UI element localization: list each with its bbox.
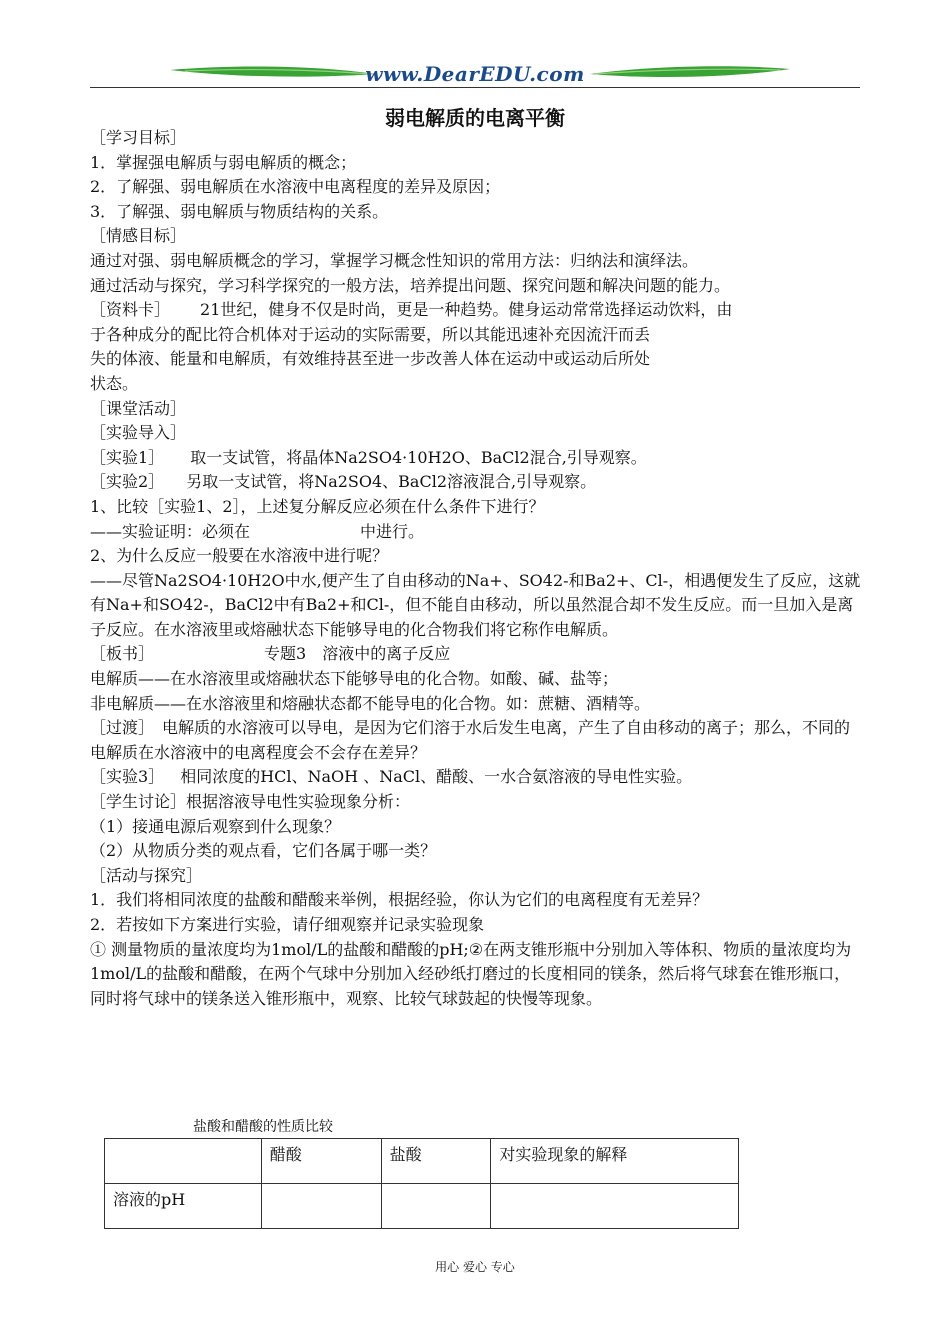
experiment-label: ［实验3］ <box>90 767 165 787</box>
section-heading: ［实验导入］ <box>90 423 187 443</box>
text-line: 于各种成分的配比符合机体对于运动的实际需要，所以其能迅速补充因流汗而丢 <box>90 324 651 344</box>
text-line: 3．了解强、弱电解质与物质结构的关系。 <box>90 201 389 221</box>
document-body <box>90 126 865 1011</box>
text-line: 通过对强、弱电解质概念的学习，掌握学习概念性知识的常用方法：归纳法和演绎法。 <box>90 250 699 270</box>
text-span: 相同浓度的HCl、NaOH 、NaCl、醋酸、一水合氨溶液的导电性实验。 <box>180 767 693 787</box>
paragraph: ［过渡］ 电解质的水溶液可以导电，是因为它们溶于水后发生电离，产生了自由移动的离子；那么，不同的电解质在水溶液中的电离程度会不会存在差异？ <box>90 718 851 762</box>
text-span: 中进行。 <box>360 521 425 541</box>
text-line <box>90 298 865 323</box>
section-heading: ［课堂活动］ <box>90 398 187 418</box>
text-line <box>90 765 865 790</box>
text-span: 专题3 溶液中的离子反应 <box>264 644 451 664</box>
page-footer: 用心 爱心 专心 <box>435 1260 515 1274</box>
table-header-cell: 醋酸 <box>261 1139 381 1184</box>
paragraph: ——尽管Na2SO4·10H2O中水,便产生了自由移动的Na+、SO42-和Ba2+、Cl-，相遇便发生了反应，这就有Na+和SO42-，BaCl2中有Ba2+和Cl-，但不能自由移动，所以虽然混合却不发生反应。而一旦加入是离子反应。在水溶液里或熔融状态下能够导电的化合物我们将它称作电解质。 <box>90 570 861 639</box>
text-line: 1．掌握强电解质与弱电解质的概念； <box>90 152 357 172</box>
text-line: 1．我们将相同浓度的盐酸和醋酸来举例，根据经验，你认为它们的电离程度有无差异？ <box>90 890 709 910</box>
text-line: 电解质——在水溶液里或熔融状态下能够导电的化合物。如酸、碱、盐等； <box>90 669 619 689</box>
text-line <box>90 642 865 667</box>
section-heading: ［学习目标］ <box>90 128 187 147</box>
paragraph: ① 测量物质的量浓度均为1mol/L的盐酸和醋酸的pH;②在两支锥形瓶中分别加入等体积、物质的量浓度均为1mol/L的盐酸和醋酸，在两个气球中分别加入经砂纸打磨过的长度相同的镁条，然后将气球套在锥形瓶口，同时将气球中的镁条送入锥形瓶中，观察、比较气球鼓起的快慢等现象。 <box>90 939 852 1008</box>
site-logo: www.DearEDU.com <box>365 62 585 86</box>
text-span: ——实验证明：必须在 <box>90 521 251 541</box>
experiment-label: ［实验2］ <box>90 472 165 492</box>
table-cell <box>261 1184 381 1229</box>
section-heading: ［活动与探究］ <box>90 865 203 885</box>
section-heading: ［资料卡］ <box>90 300 171 320</box>
table-caption: 盐酸和醋酸的性质比较 <box>193 1119 333 1135</box>
text-line: 2、为什么反应一般要在水溶液中进行呢？ <box>90 546 389 566</box>
header-banner <box>90 60 860 90</box>
text-line: 1、比较［实验1、2］，上述复分解反应必须在什么条件下进行？ <box>90 496 545 516</box>
text-line: 通过活动与探究，学习科学探究的一般方法，培养提出问题、探究问题和解决问题的能力。 <box>90 275 731 295</box>
text-line: 状态。 <box>90 373 139 393</box>
text-line: 2．若按如下方案进行实验，请仔细观察并记录实验现象 <box>90 915 485 934</box>
table-header-cell: 对实验现象的解释 <box>491 1139 739 1184</box>
table-row <box>105 1184 739 1229</box>
section-heading: ［板书］ <box>90 644 155 664</box>
text-line: 失的体液、能量和电解质，有效维持甚至进一步改善人体在运动中或运动后所处 <box>90 349 651 369</box>
text-span: 21世纪，健身不仅是时尚，更是一种趋势。健身运动常常选择运动饮料，由 <box>200 300 733 320</box>
table-header-cell: 盐酸 <box>381 1139 491 1184</box>
experiment-label: ［实验1］ <box>90 447 165 467</box>
page-title: 弱电解质的电离平衡 <box>385 106 565 130</box>
table-cell <box>491 1184 739 1229</box>
table-header-cell <box>105 1139 262 1184</box>
text-line <box>90 446 865 471</box>
text-line: （1）接通电源后观察到什么现象？ <box>90 816 341 836</box>
section-heading: ［情感目标］ <box>90 226 187 246</box>
text-line <box>90 470 865 495</box>
table-cell <box>381 1184 491 1229</box>
comparison-table <box>104 1138 739 1229</box>
text-line: 非电解质——在水溶液里和熔融状态都不能导电的化合物。如：蔗糖、酒精等。 <box>90 693 651 713</box>
text-span: 另取一支试管，将Na2SO4、BaCl2溶液混合,引导观察。 <box>186 472 597 492</box>
text-line: ［学生讨论］根据溶液导电性实验现象分析： <box>90 792 411 812</box>
text-line <box>90 520 865 545</box>
text-span: 取一支试管，将晶体Na2SO4·10H2O、BaCl2混合,引导观察。 <box>190 447 647 467</box>
table-header-row <box>105 1139 739 1184</box>
text-line: （2）从物质分类的观点看，它们各属于哪一类？ <box>90 841 437 861</box>
table-cell: 溶液的pH <box>105 1184 262 1229</box>
header-rule <box>90 87 860 88</box>
text-line: 2．了解强、弱电解质在水溶液中电离程度的差异及原因； <box>90 177 501 197</box>
